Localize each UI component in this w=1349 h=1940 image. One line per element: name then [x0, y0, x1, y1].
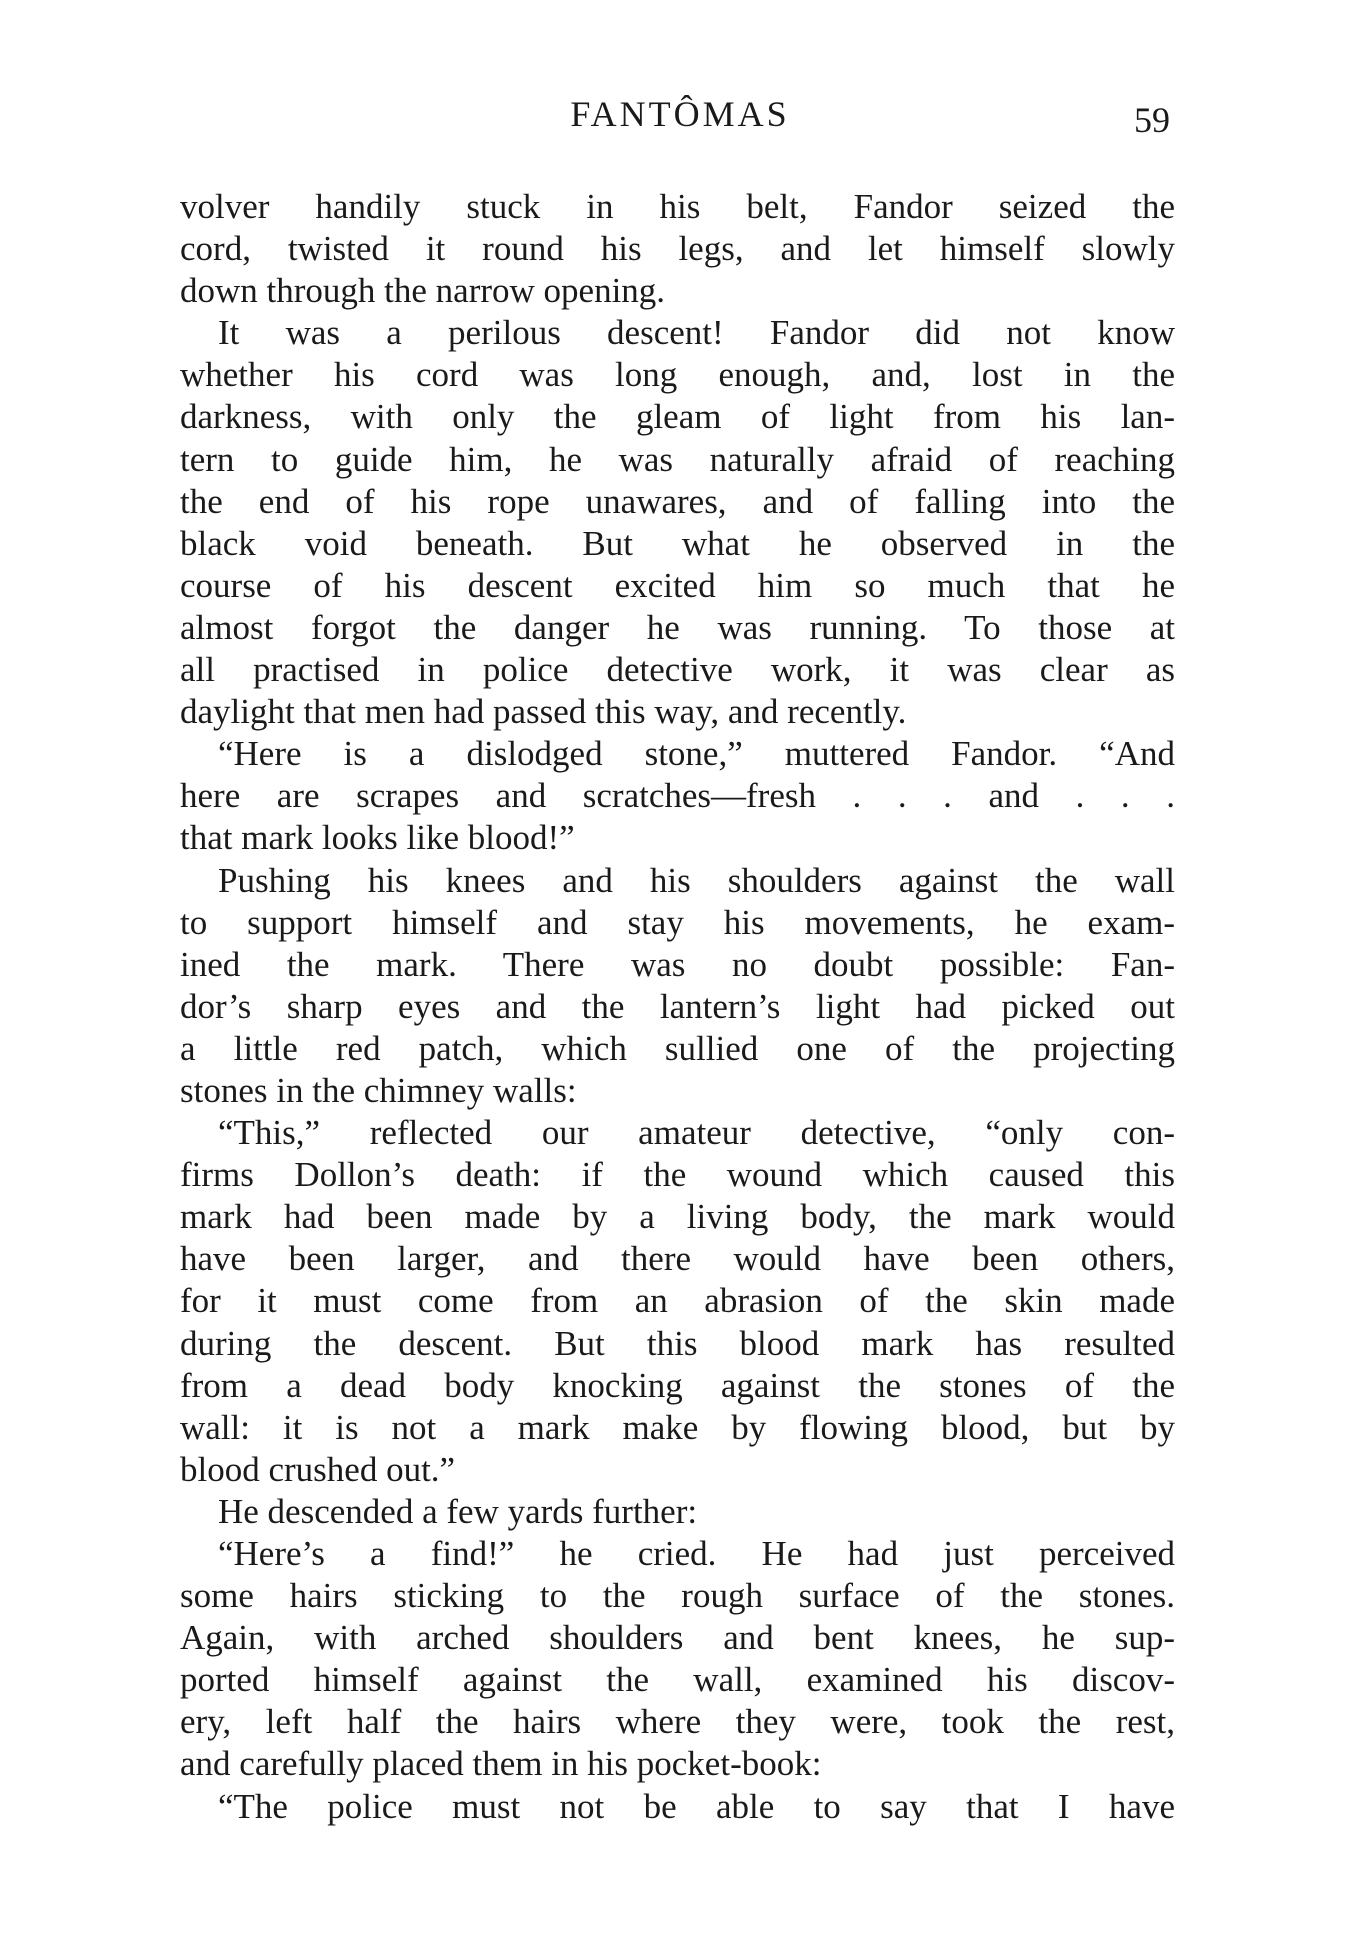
text-line: stones in the chimney walls: [180, 1070, 577, 1110]
text-line: dor’s sharp eyes and the lantern’s light had picked out [180, 986, 1175, 1026]
text-line: “This,” reflected our amateur detective, “only con- [218, 1113, 1175, 1153]
text-line: blood crushed out.” [180, 1449, 456, 1489]
text-line: volver handily stuck in his belt, Fandor seized the [180, 187, 1175, 226]
text-line: “Here’s a find!” he cried. He had just perceived [218, 1534, 1175, 1573]
text-line: course of his descent excited him so much that he [180, 565, 1175, 605]
text-line: and carefully placed them in his pocket-book: [180, 1744, 822, 1784]
text-line: here are scrapes and scratches—fresh . . . and . . . [180, 776, 1175, 816]
text-line: firms Dollon’s death: if the wound which caused this [180, 1155, 1175, 1195]
text-line: “The police must not be able to say that I have [218, 1786, 1175, 1826]
text-line: wall: it is not a mark make by flowing blood, but by [180, 1407, 1175, 1447]
text-line: whether his cord was long enough, and, lost in the [180, 355, 1175, 395]
text-line: to support himself and stay his movements, he exam- [180, 902, 1175, 942]
text-line: ined the mark. There was no doubt possible: Fan- [180, 944, 1175, 984]
text-line: mark had been made by a living body, the mark would [180, 1197, 1175, 1237]
text-line: black void beneath. But what he observed in the [180, 523, 1175, 563]
text-line: daylight that men had passed this way, and recently. [180, 692, 907, 732]
text-line: ported himself against the wall, examined his discov- [180, 1660, 1175, 1700]
text-line: the end of his rope unawares, and of falling into the [180, 481, 1175, 521]
text-line: a little red patch, which sullied one of the projecting [180, 1028, 1175, 1068]
text-line: tern to guide him, he was naturally afraid of reaching [180, 439, 1175, 479]
text-line: Pushing his knees and his shoulders against the wall [218, 860, 1175, 900]
text-line: from a dead body knocking against the stones of the [180, 1365, 1175, 1405]
text-line: “Here is a dislodged stone,” muttered Fandor. “And [218, 734, 1175, 774]
text-line: down through the narrow opening. [180, 271, 666, 311]
text-line: He descended a few yards further: [218, 1491, 698, 1531]
text-line: darkness, with only the gleam of light from his lan- [180, 397, 1175, 437]
running-head-title: FANTÔMAS [570, 94, 790, 134]
text-line: all practised in police detective work, it was clear as [180, 650, 1175, 690]
text-line: almost forgot the danger he was running. To those at [180, 607, 1175, 647]
page-number: 59 [1134, 100, 1170, 140]
text-line: have been larger, and there would have been others, [180, 1239, 1175, 1279]
text-line: during the descent. But this blood mark has resulted [180, 1323, 1175, 1363]
text-line: Again, with arched shoulders and bent knees, he sup- [180, 1618, 1175, 1658]
text-line: for it must come from an abrasion of the skin made [180, 1281, 1175, 1321]
text-line: ery, left half the hairs where they were, took the rest, [180, 1702, 1175, 1742]
text-line: some hairs sticking to the rough surface of the stones. [180, 1576, 1175, 1616]
page-header [180, 92, 1180, 152]
text-line: It was a perilous descent! Fandor did not know [218, 313, 1175, 353]
text-line: that mark looks like blood!” [180, 818, 575, 858]
body-text [180, 186, 1175, 1828]
text-line: cord, twisted it round his legs, and let himself slowly [180, 229, 1175, 269]
